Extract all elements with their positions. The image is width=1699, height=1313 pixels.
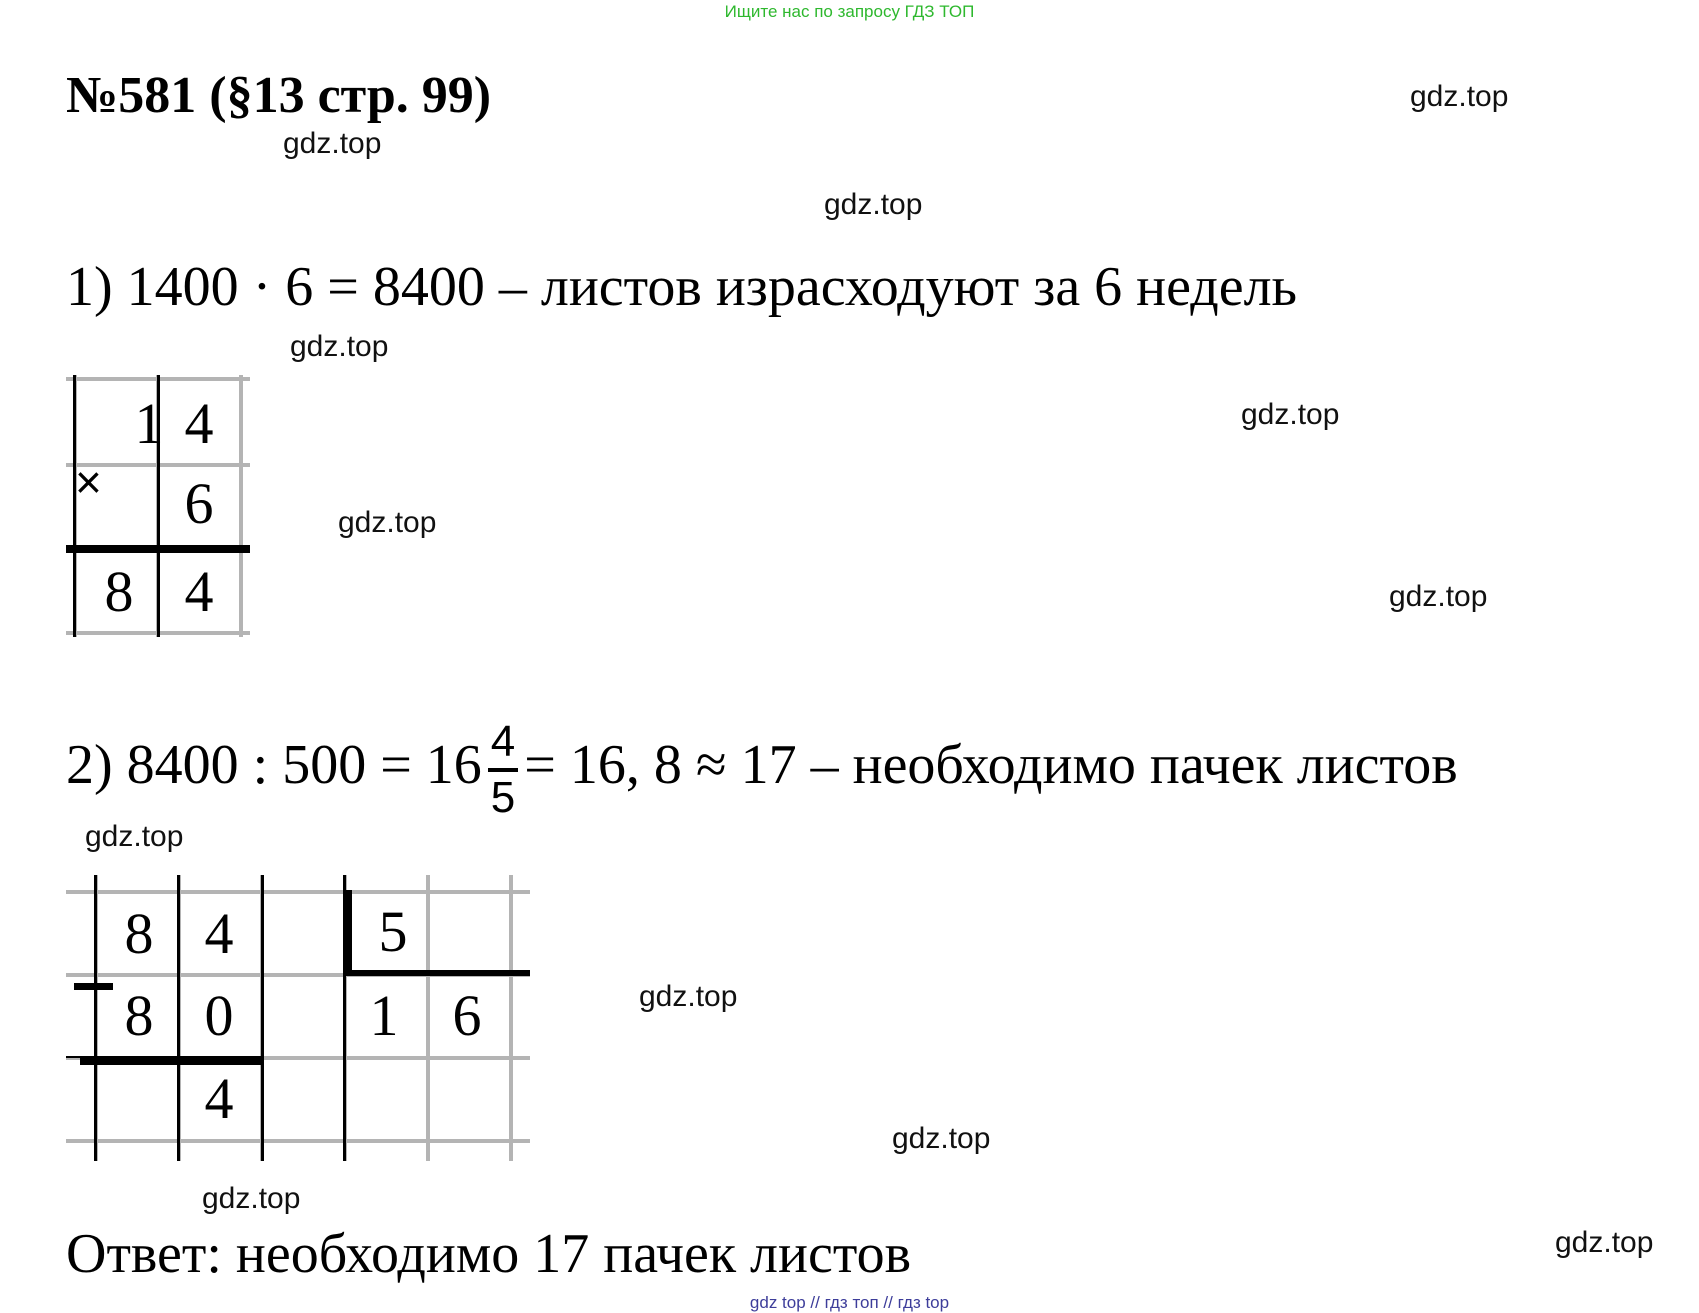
digit: 4 [204,901,234,966]
top-banner: Ищите нас по запросу ГДЗ ТОП [724,2,975,21]
step2-text [66,700,1458,830]
digit: 8 [124,901,154,966]
digit: 4 [204,1066,234,1131]
digit: 6 [452,983,482,1048]
digit: 1 [369,983,399,1048]
digit: 0 [204,983,234,1048]
digit: 8 [104,559,134,624]
footer: gdz top // гдз топ // гдз top [749,1293,950,1312]
grid-line [261,875,264,1161]
problem-title: №581 (§13 стр. 99) [66,67,492,124]
digit: 6 [184,471,214,536]
grid-line [94,875,97,1161]
watermark: gdz.top [85,820,184,853]
fraction [488,717,518,823]
step1-text: 1) 1400 · 6 = 8400 – листов израсходуют за 6 недель [66,256,1298,318]
division-grid [66,875,530,1161]
watermark: gdz.top [1555,1226,1654,1259]
watermark: gdz.top [1389,580,1488,613]
division-bracket-vertical [345,890,352,976]
multiply-sign: × [75,456,102,508]
answer: Ответ: необходимо 17 пачек листов [66,1223,912,1285]
step2-suffix: = 16, 8 ≈ 17 – необходимо пачек листов [524,734,1458,796]
watermark: gdz.top [338,506,437,539]
watermark: gdz.top [290,330,389,363]
grid-line [509,875,513,1161]
watermark: gdz.top [639,980,738,1013]
digit: 1 [134,391,164,456]
digit: 8 [124,983,154,1048]
watermark: gdz.top [202,1182,301,1215]
grid-line [66,1139,530,1143]
watermark: gdz.top [892,1122,991,1155]
fraction-denominator: 5 [490,773,516,823]
multiplication-grid [66,375,250,637]
watermark: gdz.top [283,127,382,160]
grid-line [66,1056,83,1058]
watermark: gdz.top [1241,398,1340,431]
step2-prefix: 2) 8400 : 500 = 16 [66,734,482,796]
digit: 5 [378,899,408,964]
fraction-numerator: 4 [490,717,516,767]
digit: 4 [184,391,214,456]
digit: 4 [184,559,214,624]
watermark: gdz.top [824,188,923,221]
watermark: gdz.top [1410,80,1509,113]
fraction-bar [488,768,518,772]
